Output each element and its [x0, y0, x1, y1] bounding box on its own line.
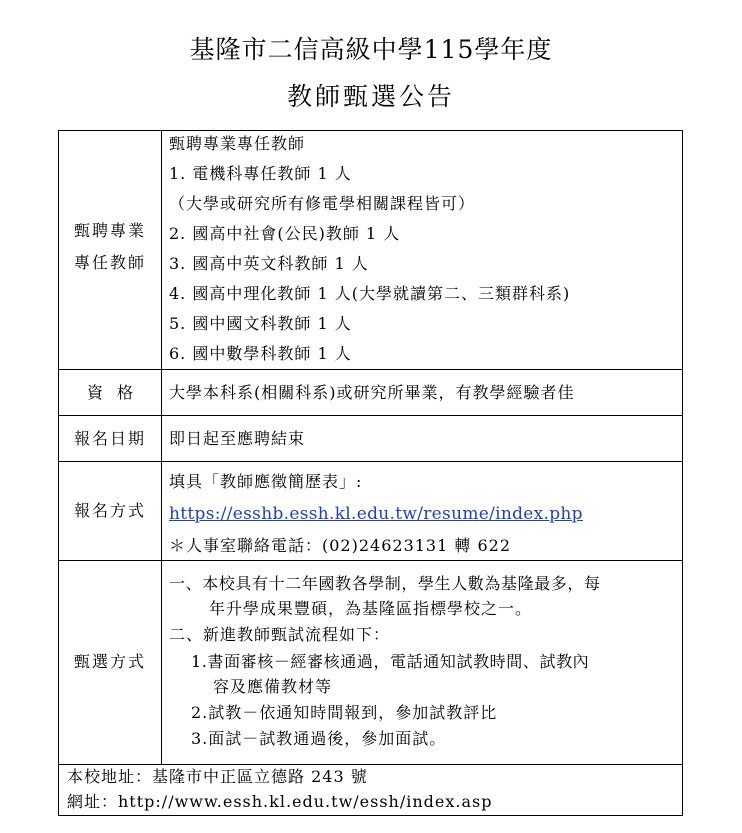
row-divider [59, 461, 682, 462]
selection-line: 1.書面審核－經審核通過，電話通知試教時間、試教內 [191, 652, 590, 671]
registration-method-label: 報名方式 [73, 501, 146, 520]
positions-line: 4. 國高中理化教師 1 人(大學就讀第二、三類群科系) [169, 284, 571, 303]
positions-line: 5. 國中國文科教師 1 人 [169, 314, 352, 333]
resume-form-link[interactable]: https://esshb.essh.kl.edu.tw/resume/index.php [169, 504, 583, 524]
announcement-table [58, 130, 683, 816]
registration-date-text: 即日起至應聘結束 [169, 429, 306, 448]
positions-line: 甄聘專業專任教師 [169, 134, 306, 153]
selection-line: 容及應備教材等 [213, 677, 333, 696]
positions-line: 2. 國高中社會(公民)教師 1 人 [169, 224, 401, 243]
row-divider [59, 369, 682, 370]
positions-line: （大學或研究所有修電學相關課程皆可） [169, 194, 476, 213]
positions-line: 3. 國高中英文科教師 1 人 [169, 254, 369, 273]
qualification-text: 大學本科系(相關科系)或研究所畢業，有教學經驗者佳 [169, 383, 575, 402]
selection-line: 年升學成果豐碩，為基隆區指標學校之一。 [209, 599, 533, 618]
positions-label [59, 215, 161, 279]
row-divider [59, 415, 682, 416]
row-divider [59, 560, 682, 561]
positions-label-line2: 專任教師 [73, 253, 146, 272]
hr-contact-phone: ＊人事室聯絡電話：(02)24623131 轉 622 [169, 536, 511, 555]
positions-line: 6. 國中數學科教師 1 人 [169, 344, 352, 363]
qualification-label: 資格 [86, 383, 147, 402]
registration-date-label: 報名日期 [73, 429, 146, 448]
page-title: 基隆市二信高級中學115學年度 [189, 35, 553, 64]
positions-label-line1: 甄聘專業 [73, 221, 146, 240]
row-divider [59, 764, 682, 765]
positions-line: 1. 電機科專任教師 1 人 [169, 164, 352, 183]
school-website: 網址：http://www.essh.kl.edu.tw/essh/index.asp [67, 792, 493, 811]
page-subtitle: 教師甄選公告 [286, 82, 455, 111]
registration-method-line: 填具「教師應徵簡歷表」: [169, 472, 363, 491]
selection-line: 2.試教－依通知時間報到，參加試教評比 [191, 703, 498, 722]
selection-line: 二、新進教師甄試流程如下： [169, 625, 391, 644]
column-divider [161, 131, 162, 764]
school-address: 本校地址：基隆市中正區立德路 243 號 [67, 767, 368, 786]
selection-method-label: 甄選方式 [73, 652, 146, 671]
selection-line: 一、本校具有十二年國教各學制，學生人數為基隆最多，每 [169, 574, 601, 593]
selection-line: 3.面試－試教通過後，參加面試。 [191, 729, 447, 748]
